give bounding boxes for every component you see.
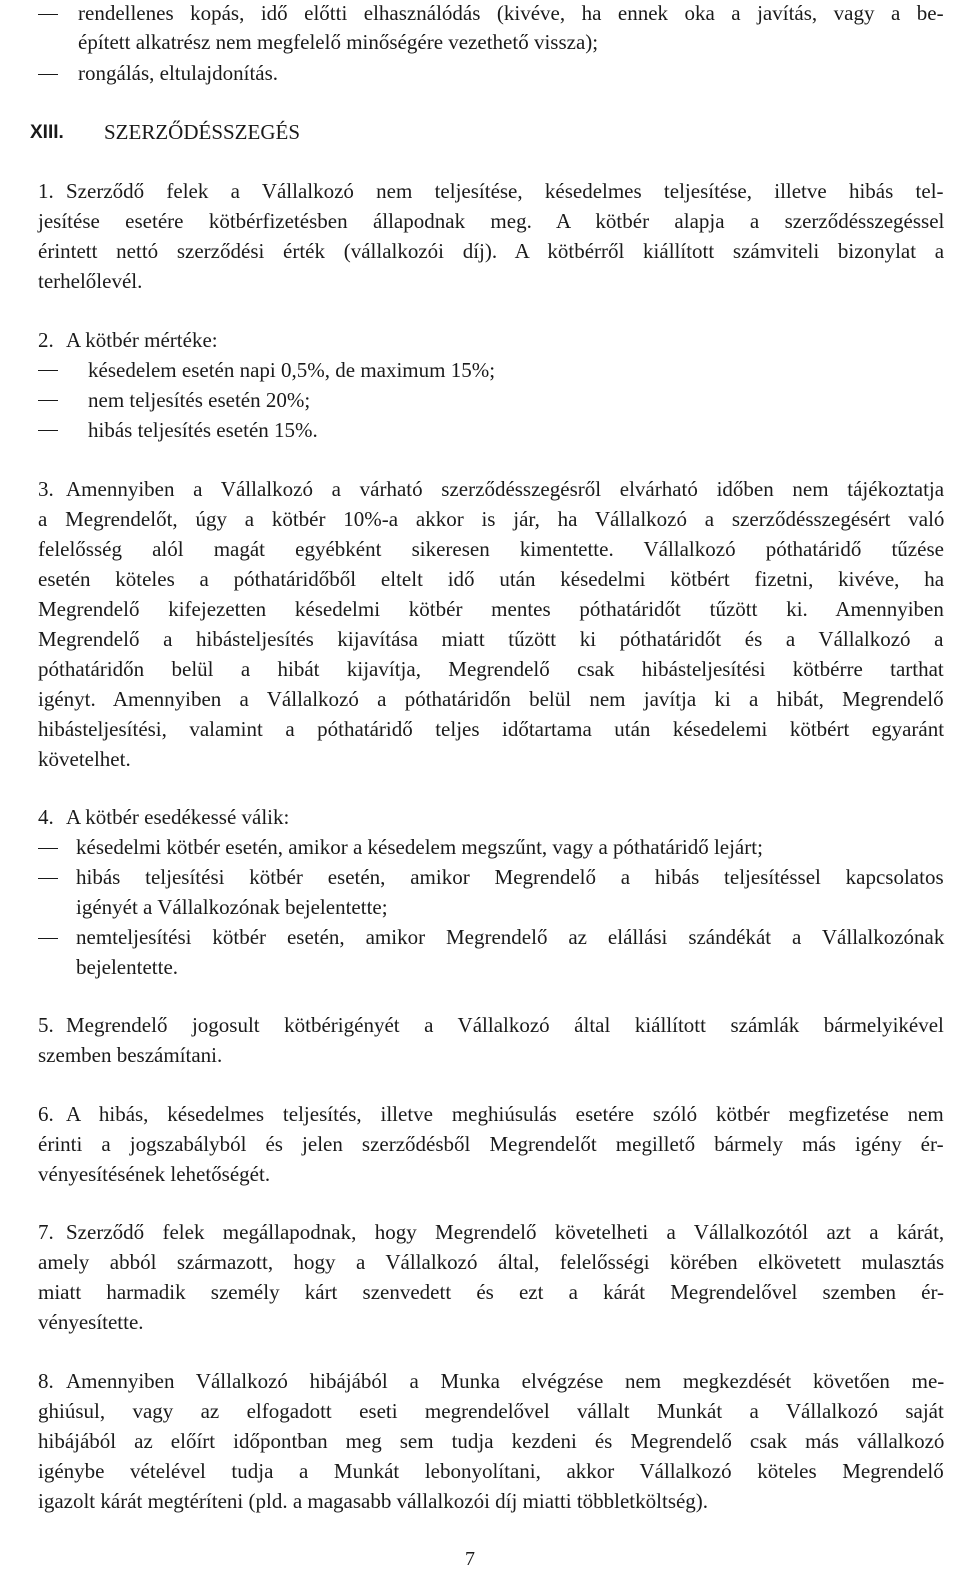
list-item: rongálás, eltulajdonítás.	[78, 61, 279, 85]
section-title: SZERZŐDÉSSZEGÉS	[104, 120, 301, 144]
paragraph-line: A hibás, késedelmes teljesítés, illetve meghiúsulás esetére szóló kötbér megfizetése nem	[66, 1102, 944, 1126]
list-item: késedelmi kötbér esetén, amikor a késedelem megszűnt, vagy a póthatáridő lejárt;	[76, 835, 763, 859]
paragraph-line: Megrendelő a hibásteljesítés kijavítása miatt tűzött ki póthatáridőt és a Vállalkozó a	[38, 627, 944, 651]
paragraph-number: 4.	[38, 805, 54, 829]
dash-bullet	[38, 938, 58, 939]
dash-bullet	[38, 878, 58, 879]
paragraph-line: a Megrendelőt, úgy a kötbér 10%-a akkor is jár, ha Vállalkozó a szerződésszegésért való	[38, 507, 945, 531]
dash-bullet	[38, 74, 58, 75]
paragraph-number: 2.	[38, 328, 54, 352]
paragraph-line: ghiúsul, vagy az elfogadott eseti megrendelővel vállalt Munkát a Vállalkozó saját	[38, 1399, 944, 1423]
paragraph-line: Megrendelő jogosult kötbérigényét a Vállalkozó által kiállított számlák bármelyikével	[66, 1013, 944, 1037]
list-item: nemteljesítési kötbér esetén, amikor Megrendelő az elállási szándékát a Vállalkozónak	[76, 925, 945, 949]
dash-bullet	[38, 370, 58, 371]
paragraph-number: 1.	[38, 179, 54, 203]
paragraph-line: igénybe vételével tudja a Munkát lebonyolítani, akkor Vállalkozó köteles Megrendelő	[38, 1459, 944, 1483]
list-item: hibás teljesítés esetén 15%.	[88, 418, 318, 442]
paragraph-line: érintett nettó szerződési érték (vállalkozói díj). A kötbérről kiállított számviteli bizonylat a	[38, 239, 945, 263]
dash-bullet	[38, 400, 58, 401]
list-item-continuation: bejelentette.	[76, 955, 179, 979]
paragraph-intro: A kötbér esedékessé válik:	[66, 805, 290, 829]
page-number: 7	[465, 1548, 475, 1570]
paragraph-number: 7.	[38, 1220, 54, 1244]
list-item-continuation: igényét a Vállalkozónak bejelentette;	[76, 895, 388, 919]
list-item: nem teljesítés esetén 20%;	[88, 388, 311, 412]
paragraph-line: póthatáridőn belül a hibát kijavítja, Megrendelő csak hibásteljesítési kötbérre tarthat	[38, 657, 944, 681]
paragraph-line: Megrendelő kifejezetten késedelmi kötbér mentes póthatáridőt tűzött ki. Amennyiben	[38, 597, 944, 621]
dash-bullet	[38, 848, 58, 849]
list-item: hibás teljesítési kötbér esetén, amikor Megrendelő a hibás teljesítéssel kapcsolatos	[76, 865, 944, 889]
paragraph-line: hibásteljesítési, valamint a póthatáridő teljes időtartama után késedelemi kötbért egyaránt	[38, 717, 945, 741]
paragraph-line: követelhet.	[38, 747, 131, 771]
paragraph-line: hibájából az előírt időpontban meg sem tudja kezdeni és Megrendelő csak más vállalkozó	[38, 1429, 945, 1453]
paragraph-line: vényesítette.	[38, 1310, 144, 1334]
paragraph-line: terhelőlevél.	[38, 269, 143, 293]
paragraph-number: 3.	[38, 477, 54, 501]
section-number: XIII.	[30, 122, 64, 143]
paragraph-line: igényt. Amennyiben a Vállalkozó a póthatáridőn belül nem javítja ki a hibát, Megrendelő	[38, 687, 944, 711]
paragraph-line: vényesítésének lehetőségét.	[38, 1162, 271, 1186]
dash-bullet	[38, 430, 58, 431]
paragraph-line: Szerződő felek a Vállalkozó nem teljesítése, késedelmes teljesítése, illetve hibás tel-	[66, 179, 944, 203]
list-item: rendellenes kopás, idő előtti elhasználódás (kivéve, ha ennek oka a javítás, vagy a be-	[78, 1, 944, 25]
paragraph-line: szemben beszámítani.	[38, 1043, 223, 1067]
paragraph-line: Amennyiben a Vállalkozó a várható szerződésszegésről elvárható időben nem tájékoztatja	[66, 477, 945, 501]
paragraph-line: érinti a jogszabályból és jelen szerződésből Megrendelőt megillető bármely más igény ér-	[38, 1132, 944, 1156]
paragraph-line: esetén köteles a póthatáridőből eltelt idő után késedelmi kötbért fizetni, kivéve, ha	[38, 567, 945, 591]
paragraph-intro: A kötbér mértéke:	[66, 328, 218, 352]
paragraph-line: igazolt kárát megtéríteni (pld. a magasabb vállalkozói díj miatti többletköltség).	[38, 1489, 709, 1513]
paragraph-line: Szerződő felek megállapodnak, hogy Megrendelő követelheti a Vállalkozótól azt a kárát,	[66, 1220, 945, 1244]
paragraph-number: 8.	[38, 1369, 54, 1393]
dash-bullet	[38, 14, 58, 15]
paragraph-line: amely abból származott, hogy a Vállalkozó által, felelősségi körében elkövetett mulasztás	[38, 1250, 945, 1274]
list-item-continuation: épített alkatrész nem megfelelő minőségére vezethető vissza);	[78, 30, 599, 54]
paragraph-line: miatt harmadik személy kárt szenvedett és ezt a kárát Megrendelővel szemben ér-	[38, 1280, 945, 1304]
list-item: késedelem esetén napi 0,5%, de maximum 15%;	[88, 358, 496, 382]
paragraph-number: 6.	[38, 1102, 54, 1126]
paragraph-line: jesítése esetére kötbérfizetésben állapodnak meg. A kötbér alapja a szerződésszegéssel	[38, 209, 945, 233]
paragraph-line: Amennyiben Vállalkozó hibájából a Munka elvégzése nem megkezdését követően me-	[66, 1369, 945, 1393]
paragraph-line: felelősség alól magát egyébként sikeresen kimentette. Vállalkozó póthatáridő tűzése	[38, 537, 944, 561]
paragraph-number: 5.	[38, 1013, 54, 1037]
